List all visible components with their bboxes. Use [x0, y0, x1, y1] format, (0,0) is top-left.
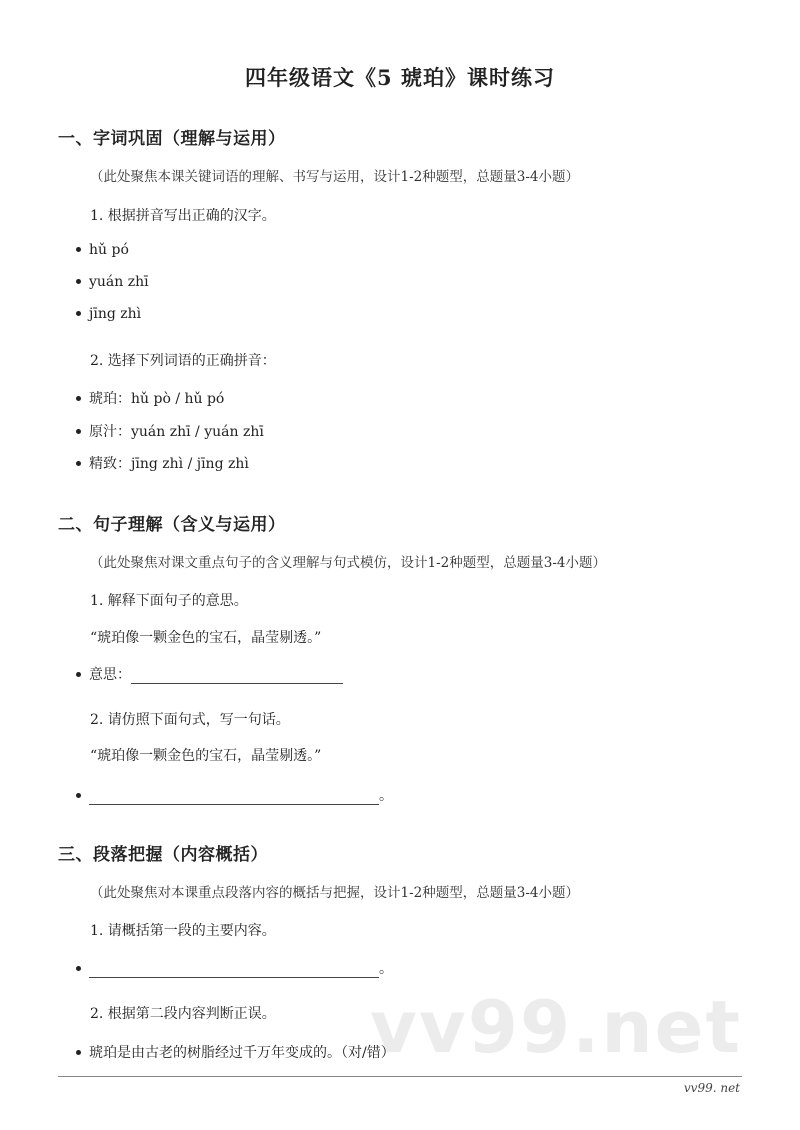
quote-2-1: “琥珀像一颗金色的宝石，晶莹剔透。”	[90, 630, 322, 646]
answer-line: 意思：	[76, 664, 343, 684]
section-heading-3: 三、段落把握（内容概括）	[58, 845, 268, 865]
section-heading-1: 一、字词巩固（理解与运用）	[58, 129, 286, 149]
question-2-2: 2. 请仿照下面句式，写一句话。	[90, 712, 290, 728]
list-item: jīng zhì	[76, 306, 141, 322]
bullet-icon	[76, 966, 81, 971]
list-item: 原汁：yuán zhī / yuán zhī	[76, 421, 264, 441]
answer-line: 。	[76, 958, 393, 978]
watermark: vv99.net	[370, 985, 742, 1069]
bullet-icon	[76, 311, 81, 316]
bullet-icon	[76, 1050, 81, 1055]
bullet-icon	[76, 429, 81, 434]
bullet-icon	[76, 461, 81, 466]
answer-blank[interactable]	[89, 790, 379, 805]
list-item: yuán zhī	[76, 274, 149, 290]
list-item: 琥珀是由古老的树脂经过千万年变成的。（对/错）	[76, 1042, 395, 1062]
footer-divider	[58, 1076, 742, 1077]
bullet-icon	[76, 672, 81, 677]
bullet-icon	[76, 396, 81, 401]
question-2-1: 1. 解释下面句子的意思。	[90, 593, 248, 609]
bullet-icon	[76, 793, 81, 798]
bullet-icon	[76, 279, 81, 284]
section-note-3: （此处聚焦对本课重点段落内容的概括与把握，设计1-2种题型，总题量3-4小题）	[90, 885, 579, 901]
list-item: 琥珀：hǔ pò / hǔ pó	[76, 388, 224, 408]
section-note-1: （此处聚焦本课关键词语的理解、书写与运用，设计1-2种题型，总题量3-4小题）	[90, 169, 579, 185]
answer-blank[interactable]	[131, 669, 343, 684]
bullet-icon	[76, 247, 81, 252]
answer-blank[interactable]	[89, 963, 379, 978]
question-3-1: 1. 请概括第一段的主要内容。	[90, 923, 276, 939]
question-3-2: 2. 根据第二段内容判断正误。	[90, 1006, 276, 1022]
section-note-2: （此处聚焦对课文重点句子的含义理解与句式模仿，设计1-2种题型，总题量3-4小题）	[90, 555, 606, 571]
list-item: hǔ pó	[76, 242, 129, 258]
footer-site: vv99. net	[683, 1081, 740, 1095]
question-1-2: 2. 选择下列词语的正确拼音：	[90, 353, 276, 369]
list-item: 精致：jīng zhì / jīng zhì	[76, 453, 249, 473]
page-title: 四年级语文《5 琥珀》课时练习	[245, 65, 555, 90]
section-heading-2: 二、句子理解（含义与运用）	[58, 515, 286, 535]
question-1-1: 1. 根据拼音写出正确的汉字。	[90, 208, 276, 224]
quote-2-2: “琥珀像一颗金色的宝石，晶莹剔透。”	[90, 748, 322, 764]
answer-line: 。	[76, 785, 393, 805]
